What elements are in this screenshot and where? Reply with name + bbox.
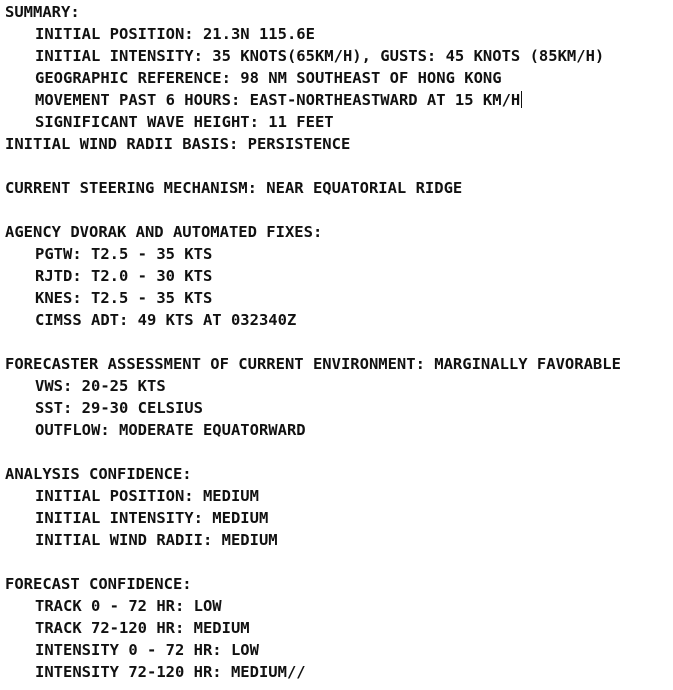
environment-vws: VWS: 20-25 KTS (35, 377, 166, 395)
summary-heading: SUMMARY: (5, 3, 80, 21)
blank-line (5, 199, 621, 221)
dvorak-fix-rjtd: RJTD: T2.0 - 30 KTS (35, 267, 213, 285)
forecast-track-72-120: TRACK 72-120 HR: MEDIUM (35, 619, 250, 637)
blank-line (5, 331, 621, 353)
environment-heading: FORECASTER ASSESSMENT OF CURRENT ENVIRONMENT: MARGINALLY FAVORABLE (5, 355, 621, 373)
wave-height-line: SIGNIFICANT WAVE HEIGHT: 11 FEET (35, 113, 334, 131)
forecast-intensity-0-72: INTENSITY 0 - 72 HR: LOW (35, 641, 259, 659)
forecast-track-0-72: TRACK 0 - 72 HR: LOW (35, 597, 222, 615)
geographic-reference-line: GEOGRAPHIC REFERENCE: 98 NM SOUTHEAST OF HONG KONG (35, 69, 502, 87)
forecast-intensity-72-120: INTENSITY 72-120 HR: MEDIUM// (35, 663, 306, 681)
steering-mechanism-line: CURRENT STEERING MECHANISM: NEAR EQUATORIAL RIDGE (5, 179, 463, 197)
environment-sst: SST: 29-30 CELSIUS (35, 399, 203, 417)
analysis-initial-position: INITIAL POSITION: MEDIUM (35, 487, 259, 505)
dvorak-fix-knes: KNES: T2.5 - 35 KTS (35, 289, 213, 307)
analysis-confidence-heading: ANALYSIS CONFIDENCE: (5, 465, 192, 483)
bulletin-text (5, 1, 621, 683)
blank-line (5, 155, 621, 177)
movement-line (5, 89, 621, 111)
wind-radii-basis-line: INITIAL WIND RADII BASIS: PERSISTENCE (5, 135, 351, 153)
forecast-confidence-heading: FORECAST CONFIDENCE: (5, 575, 192, 593)
initial-intensity-line: INITIAL INTENSITY: 35 KNOTS(65KM/H), GUSTS: 45 KNOTS (85KM/H) (35, 47, 605, 65)
text-cursor (521, 91, 522, 108)
movement-text: MOVEMENT PAST 6 HOURS: EAST-NORTHEASTWARD AT 15 KM/H (35, 91, 521, 109)
dvorak-fix-cimss: CIMSS ADT: 49 KTS AT 032340Z (35, 311, 297, 329)
analysis-initial-wind-radii: INITIAL WIND RADII: MEDIUM (35, 531, 278, 549)
environment-outflow: OUTFLOW: MODERATE EQUATORWARD (35, 421, 306, 439)
initial-position-line: INITIAL POSITION: 21.3N 115.6E (35, 25, 315, 43)
dvorak-heading: AGENCY DVORAK AND AUTOMATED FIXES: (5, 223, 323, 241)
blank-line (5, 441, 621, 463)
blank-line (5, 551, 621, 573)
analysis-initial-intensity: INITIAL INTENSITY: MEDIUM (35, 509, 269, 527)
dvorak-fix-pgtw: PGTW: T2.5 - 35 KTS (35, 245, 213, 263)
